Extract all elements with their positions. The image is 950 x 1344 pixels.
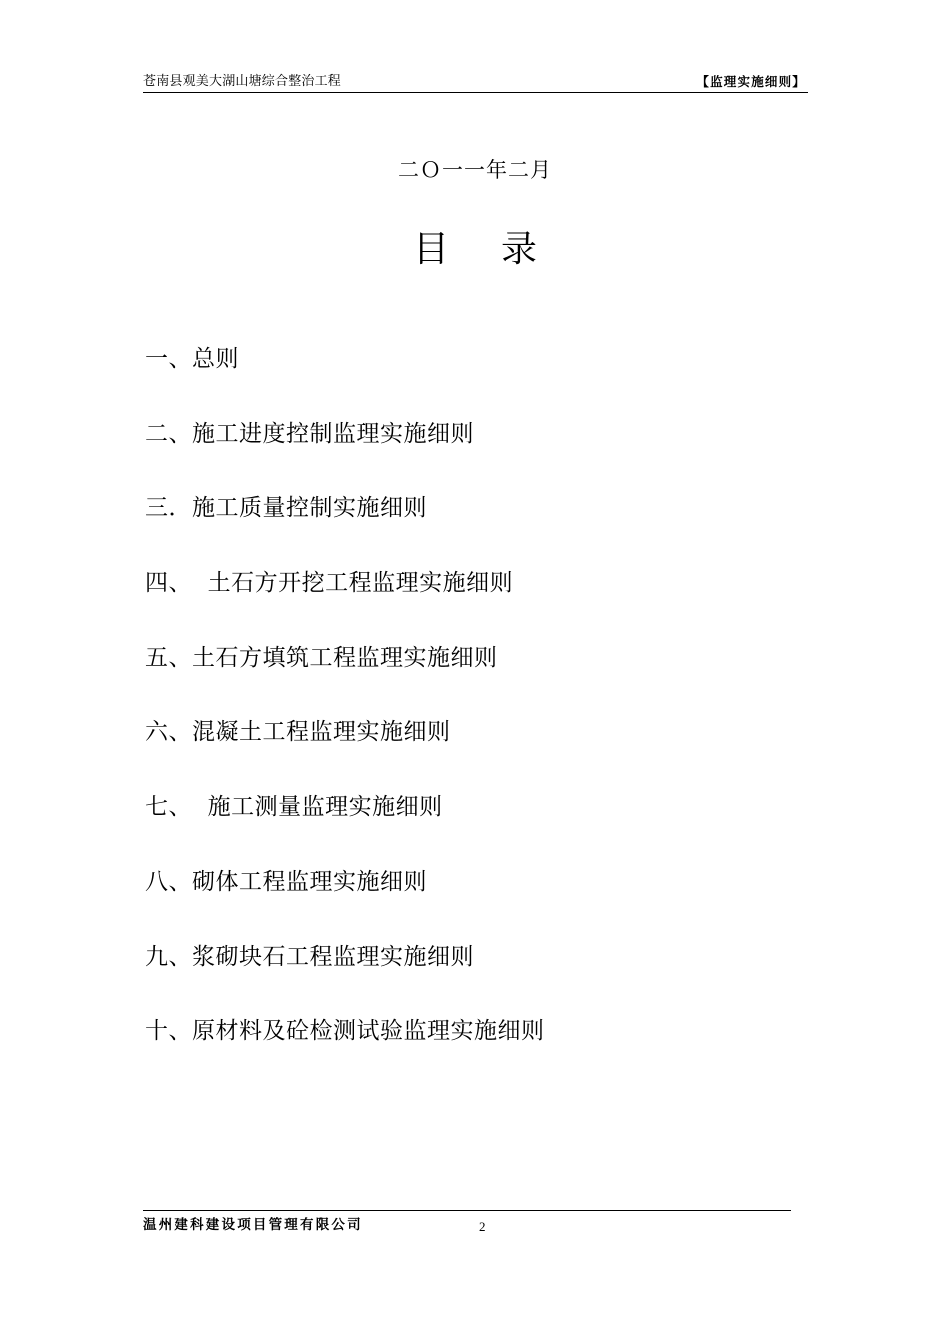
toc-item-survey: 七、 施工测量监理实施细则 bbox=[145, 794, 443, 821]
header-doc-type: 【监理实施细则】 bbox=[696, 74, 806, 89]
toc-item-earthwork-filling: 五、土石方填筑工程监理实施细则 bbox=[145, 644, 498, 671]
toc-item-masonry: 八、砌体工程监理实施细则 bbox=[145, 868, 427, 895]
page-footer bbox=[143, 1210, 791, 1241]
document-date: 二Ｏ一一年二月 bbox=[398, 158, 552, 182]
page-header bbox=[143, 74, 808, 93]
header-project-title: 苍南县观美大湖山塘综合整治工程 bbox=[143, 74, 342, 89]
toc-item-mortar-rubble: 九、浆砌块石工程监理实施细则 bbox=[145, 943, 474, 970]
toc-title-char-1: 目 bbox=[412, 229, 449, 270]
toc-item-quality-control: 三．施工质量控制实施细则 bbox=[145, 495, 427, 522]
toc-item-concrete: 六、混凝土工程监理实施细则 bbox=[145, 719, 451, 746]
toc-list bbox=[145, 340, 805, 1087]
toc-title bbox=[0, 226, 950, 274]
toc-item-materials-testing: 十、原材料及砼检测试验监理实施细则 bbox=[145, 1018, 545, 1045]
toc-item-earthwork-excavation: 四、 土石方开挖工程监理实施细则 bbox=[145, 570, 514, 597]
footer-company: 温州建科建设项目管理有限公司 bbox=[143, 1217, 363, 1233]
toc-item-general: 一、总则 bbox=[145, 346, 239, 372]
page-number: 2 bbox=[479, 1219, 486, 1234]
toc-title-char-2: 录 bbox=[501, 229, 538, 270]
toc-item-progress-control: 二、施工进度控制监理实施细则 bbox=[145, 420, 474, 447]
